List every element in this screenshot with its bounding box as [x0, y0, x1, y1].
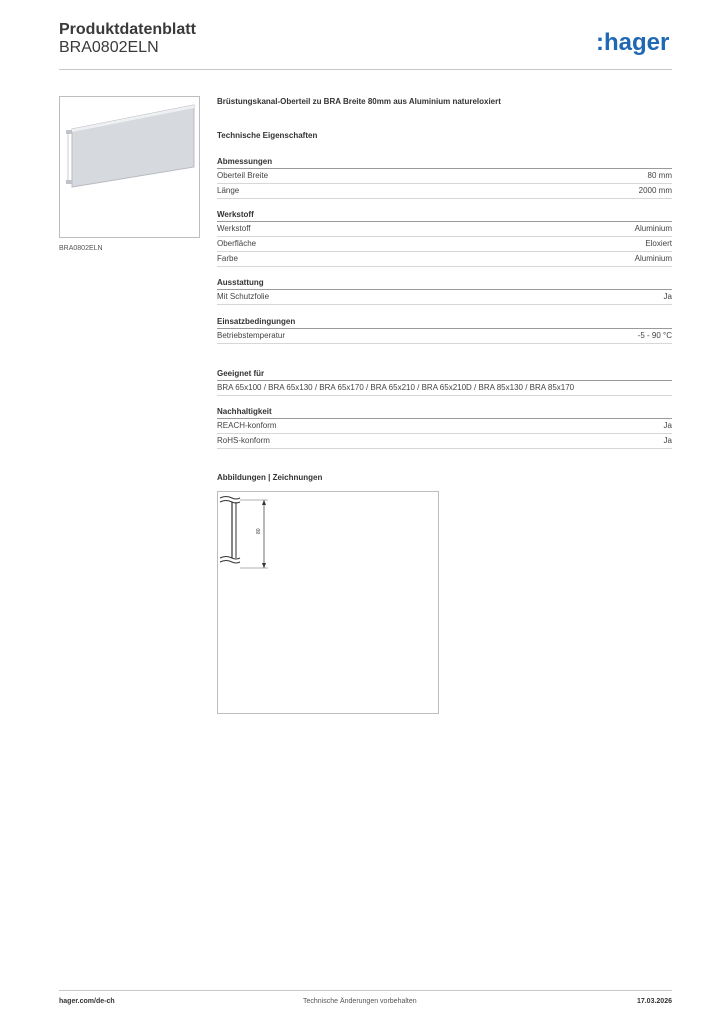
row-label: Werkstoff [217, 224, 251, 233]
header-divider [59, 69, 672, 70]
row-value: Aluminium [634, 224, 672, 233]
section-abbildungen [217, 471, 672, 484]
row-label: Oberfläche [217, 239, 257, 248]
page-title: Produktdatenblatt [59, 21, 196, 38]
row-value: 2000 mm [638, 186, 672, 195]
technical-drawing [217, 491, 439, 714]
table-row [217, 169, 672, 184]
compatible-list: BRA 65x100 / BRA 65x130 / BRA 65x170 / BRA 65x210 / BRA 65x210D / BRA 85x130 / BRA 85x170 [217, 383, 575, 392]
dimension-label: 80 [256, 528, 262, 534]
tech-heading: Technische Eigenschaften [217, 131, 318, 140]
table-row [217, 381, 672, 396]
section-title: Ausstattung [217, 276, 672, 290]
table-row [217, 290, 672, 305]
product-image-caption: BRA0802ELN [59, 245, 103, 252]
table-row [217, 252, 672, 267]
row-value: 80 mm [647, 171, 672, 180]
hager-logo [596, 28, 674, 58]
row-label: Oberteil Breite [217, 171, 269, 180]
table-row [217, 419, 672, 434]
section-nachhaltigkeit [217, 405, 672, 449]
section-title: Abbildungen | Zeichnungen [217, 473, 323, 482]
row-label: REACH-konform [217, 421, 277, 430]
product-code: BRA0802ELN [59, 39, 159, 56]
footer-disclaimer: Technische Änderungen vorbehalten [303, 998, 417, 1005]
section-geeignet-fuer [217, 367, 672, 396]
row-label: RoHS-konform [217, 436, 270, 445]
product-image [59, 96, 200, 238]
section-ausstattung [217, 276, 672, 305]
table-row [217, 222, 672, 237]
footer-divider [59, 990, 672, 991]
row-label: Länge [217, 186, 240, 195]
section-einsatzbedingungen [217, 315, 672, 344]
section-title: Einsatzbedingungen [217, 315, 672, 329]
table-row [217, 329, 672, 344]
product-description: Brüstungskanal-Oberteil zu BRA Breite 80mm aus Aluminium natureloxiert [217, 97, 501, 106]
row-value: Ja [663, 421, 672, 430]
section-title: Nachhaltigkeit [217, 405, 672, 419]
row-label: Farbe [217, 254, 238, 263]
table-row [217, 184, 672, 199]
row-value: Aluminium [634, 254, 672, 263]
row-value: Eloxiert [645, 239, 672, 248]
row-label: Mit Schutzfolie [217, 292, 270, 301]
svg-text::hager: :hager [596, 29, 670, 56]
row-value: -5 - 90 °C [637, 331, 672, 340]
row-value: Ja [663, 436, 672, 445]
section-title: Werkstoff [217, 208, 672, 222]
table-row [217, 237, 672, 252]
section-werkstoff [217, 208, 672, 267]
table-row [217, 434, 672, 449]
section-title: Geeignet für [217, 367, 672, 381]
footer-website-link[interactable]: hager.com/de-ch [59, 998, 115, 1005]
row-value: Ja [663, 292, 672, 301]
section-abmessungen [217, 155, 672, 199]
row-label: Betriebstemperatur [217, 331, 286, 340]
section-title: Abmessungen [217, 155, 672, 169]
footer-date: 17.03.2026 [636, 998, 672, 1005]
